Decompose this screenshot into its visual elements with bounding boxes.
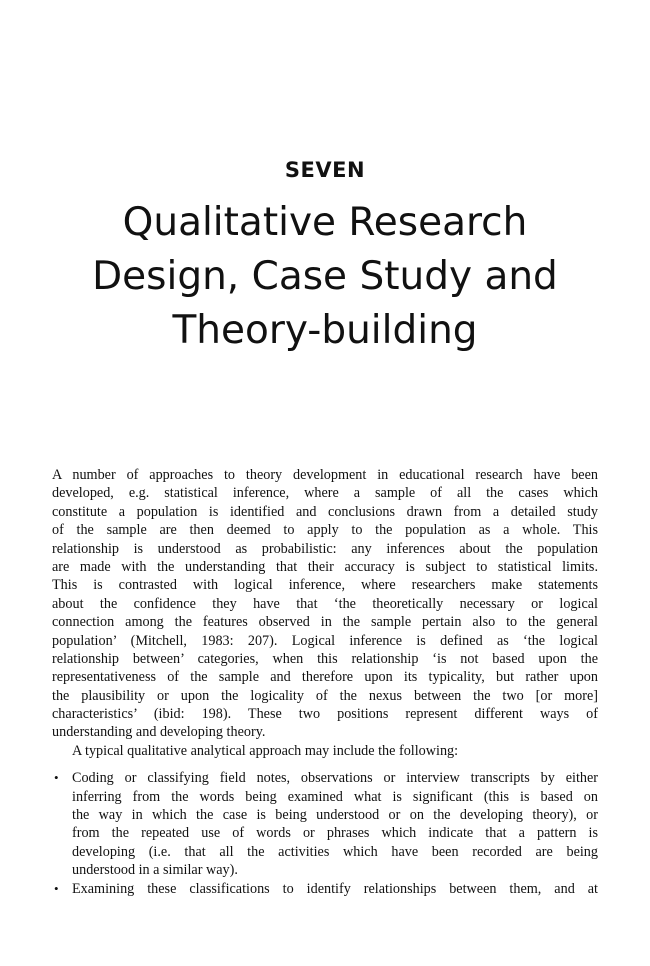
text-line: Coding or classifying field notes, observations or interview transcripts by either <box>72 770 598 787</box>
body-text <box>52 466 598 898</box>
list-item <box>52 769 598 879</box>
text-line: This is contrasted with logical inference, where researchers make statements <box>52 577 598 594</box>
list-item <box>52 880 598 898</box>
text-line: connection among the features observed in the sample pertain also to the general <box>52 614 598 631</box>
text-line: population’ (Mitchell, 1983: 207). Logical inference is defined as ‘the logical <box>52 632 598 649</box>
text-line: about the confidence they have that ‘the theoretically necessary or logical <box>52 595 598 612</box>
text-line: of the sample are then deemed to apply to the population as a whole. This <box>52 522 598 539</box>
text-line: Examining these classifications to identify relationships between them, and at <box>72 880 598 897</box>
text-line: understood in a similar way). <box>72 862 238 879</box>
paragraph-spacer <box>52 760 598 769</box>
chapter-title-line: Theory-building <box>172 308 478 353</box>
text-line: characteristics’ (ibid: 198). These two positions represent different ways of <box>52 706 598 723</box>
bullet-icon: • <box>54 770 59 786</box>
text-line: relationship is understood as probabilistic: any inferences about the population <box>52 540 598 557</box>
text-line: the plausibility or upon the logicality of the nexus between the two [or more] <box>52 687 598 704</box>
text-line: are made with the understanding that their accuracy is subject to statistical limits. <box>52 558 598 575</box>
text-line: developing (i.e. that all the activities which have been recorded are being <box>72 843 598 860</box>
text-line: from the repeated use of words or phrases which indicate that a pattern is <box>72 825 598 842</box>
text-line: understanding and developing theory. <box>52 724 266 741</box>
chapter-title-line: Design, Case Study and <box>92 254 558 299</box>
text-line: developed, e.g. statistical inference, where a sample of all the cases which <box>52 485 598 502</box>
chapter-title <box>0 196 650 358</box>
text-line: representativeness of the sample and therefore upon its typicality, but rather upon <box>52 669 598 686</box>
text-line: relationship between’ categories, when this relationship ‘is not based upon the <box>52 650 598 667</box>
bullet-icon: • <box>54 880 59 896</box>
text-line: inferring from the words being examined what is significant (this is based on <box>72 788 598 805</box>
paragraph-approach <box>52 742 598 760</box>
chapter-title-line: Qualitative Research <box>122 200 528 245</box>
text-line: constitute a population is identified and conclusions drawn from a detailed study <box>52 503 598 520</box>
text-line: A number of approaches to theory development in educational research have been <box>52 467 598 483</box>
text-line: the way in which the case is being understood or on the developing theory), or <box>72 807 598 824</box>
paragraph-intro <box>52 466 598 742</box>
text-line: A typical qualitative analytical approach may include the following: <box>72 742 459 759</box>
chapter-number: SEVEN <box>284 158 366 182</box>
